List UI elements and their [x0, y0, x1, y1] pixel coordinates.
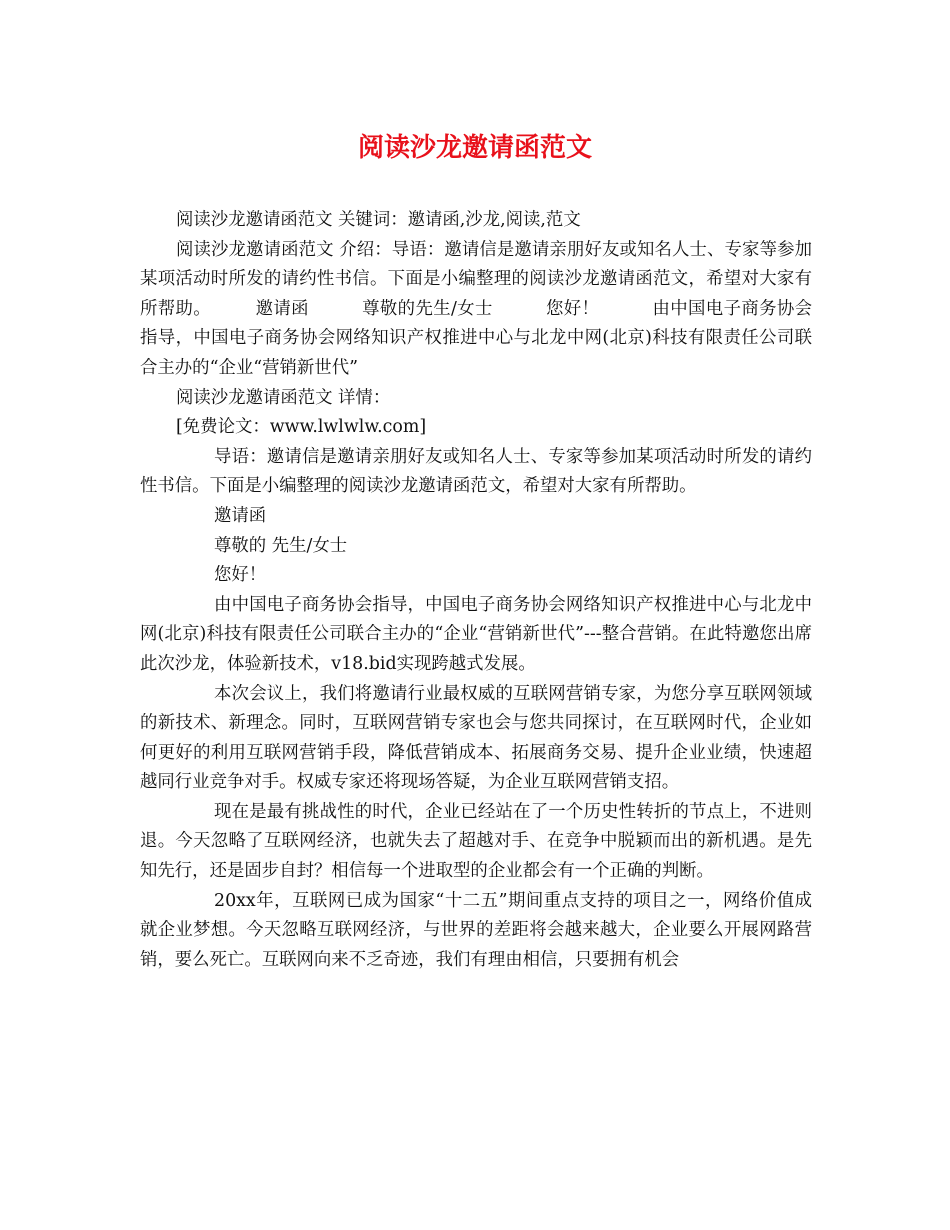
details-line: 阅读沙龙邀请函范文 详情：: [176, 387, 391, 408]
paragraph-2: 本次会议上，我们将邀请行业最权威的互联网营销专家，为您分享互联网领域的新技术、新理念。同时，互联网营销专家也会与您共同探讨，在互联网时代，企业如何更好的利用互联网营销手段，降低营销成本、拓展商务交易、提升企业业绩，快速超越同行业竞争对手。权威专家还将现场答疑，为企业互联网营销支招。: [140, 683, 812, 793]
keywords-line: 阅读沙龙邀请函范文 关键词：邀请函,沙龙,阅读,范文: [176, 210, 581, 230]
document-body: [140, 206, 812, 975]
guide-paragraph: 导语：邀请信是邀请亲朋好友或知名人士、专家等参加某项活动时所发的请约性书信。下面是小编整理的阅读沙龙邀请函范文，希望对大家有所帮助。: [140, 446, 812, 497]
source-line: [免费论文：www.lwlwlw.com]: [176, 417, 427, 438]
intro-line: 阅读沙龙邀请函范文 介绍：导语：邀请信是邀请亲朋好友或知名人士、专家等参加某项活动时所发的请约性书信。下面是小编整理的阅读沙龙邀请函范文，希望对大家有所帮助。 邀请函 尊敬的先生/女士 您好！ 由中国电子商务协会指导，中国电子商务协会网络知识产权推进中心与北龙中网(北京)科技有限责任公司联合主办的“企业“营销新世代”: [140, 239, 812, 378]
document-title: 阅读沙龙邀请函范文: [357, 133, 592, 163]
salutation: 尊敬的 先生/女士: [214, 535, 348, 556]
greeting: 您好！: [214, 565, 267, 586]
paragraph-4: 20xx年，互联网已成为国家“十二五”期间重点支持的项目之一，网络价值成就企业梦想。今天忽略互联网经济，与世界的差距将会越来越大，企业要么开展网路营销，要么死亡。互联网向来不乏奇迹，我们有理由相信，只要拥有机会: [140, 890, 812, 970]
paragraph-1: 由中国电子商务协会指导，中国电子商务协会网络知识产权推进中心与北龙中网(北京)科技有限责任公司联合主办的“企业“营销新世代”---整合营销。在此特邀您出席此次沙龙，体验新技术，v18.bid实现跨越式发展。: [140, 594, 812, 674]
invitation-heading: 邀请函: [214, 505, 267, 526]
paragraph-3: 现在是最有挑战性的时代，企业已经站在了一个历史性转折的节点上，不进则退。今天忽略了互联网经济，也就失去了超越对手、在竞争中脱颖而出的新机遇。是先知先行，还是固步自封？相信每一个进取型的企业都会有一个正确的判断。: [140, 801, 812, 882]
